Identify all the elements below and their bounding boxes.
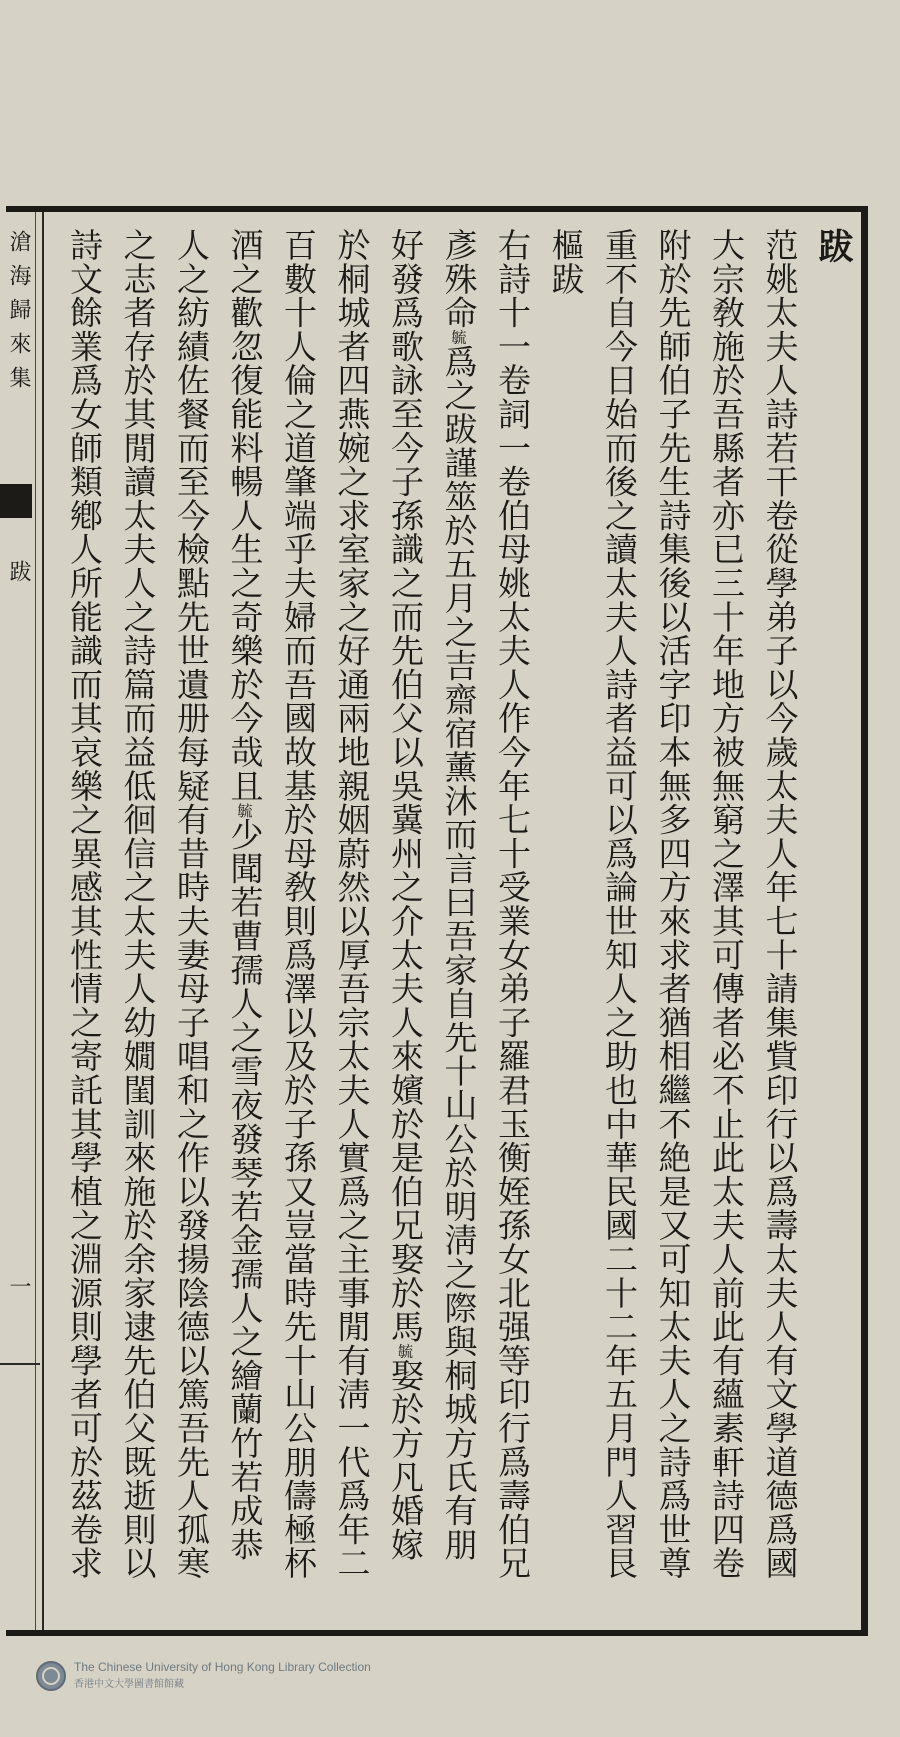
small-character: 毓 bbox=[235, 802, 254, 818]
text-column: 樞跋 bbox=[546, 228, 586, 296]
text-column: 詩文餘業爲女師類鄕人所能識而其哀樂之異感其性情之寄託其學植之淵源則學者可於茲卷求 bbox=[65, 228, 104, 1580]
text-column: 跋 bbox=[813, 228, 854, 264]
small-character: 毓 bbox=[449, 329, 468, 345]
text-column: 附於先師伯子先生詩集後以活字印本無多四方來求者猶相繼不絶是又可知太夫人之詩爲世尊 bbox=[653, 228, 693, 1580]
text-column: 彥殊命毓爲之跋謹筮於五月之吉齋宿薰沐而言曰吾家自先十山公於明淸之際與桐城方氏有朋 bbox=[439, 228, 479, 1562]
gutter-fishtail-mark bbox=[0, 484, 32, 518]
collection-name-zh: 香港中文大學圖書館館藏 bbox=[74, 1679, 184, 1690]
book-title: 滄海歸來集 bbox=[6, 230, 31, 400]
text-column: 之志者存於其閒讀太夫人之詩篇而益低徊信之太夫人幼嫺閨訓來施於余家逮先伯父既逝則以 bbox=[118, 228, 158, 1580]
text-column: 好發爲歌詠至今子孫識之而先伯父以吳冀州之介太夫人來嬪於是伯兄娶於馬毓娶於方凡婚嫁 bbox=[386, 228, 425, 1562]
library-logo-icon bbox=[36, 1661, 66, 1691]
gutter-inner-rule bbox=[35, 212, 36, 1630]
small-character: 毓 bbox=[396, 1343, 414, 1359]
text-column: 酒之歡忽復能料暢人生之奇樂於今哉且毓少聞若曹孺人之雪夜發琴若金孺人之繪蘭竹若成恭 bbox=[225, 228, 265, 1562]
gutter-tick bbox=[0, 1363, 40, 1365]
section-name: 跋 bbox=[6, 560, 31, 594]
text-column: 人之紡績佐餐而至今檢點先世遺册每疑有昔時夫妻母子唱和之作以發揚陰德以篤吾先人孤寒 bbox=[172, 228, 211, 1580]
text-column: 范姚太夫人詩若干卷從學弟子以今歲太夫人年七十請集貲印行以爲壽太夫人有文學道德爲國 bbox=[760, 228, 800, 1580]
text-column: 百數十人倫之道肇端乎夫婦而吾國故基於母敎則爲澤以及於子孫又豈當時先十山公朋儔極杯 bbox=[279, 228, 318, 1580]
library-watermark bbox=[36, 1658, 371, 1694]
text-columns bbox=[48, 228, 860, 1620]
text-column: 重不自今日始而後之讀太夫人詩者益可以爲論世知人之助也中華民國二十二年五月門人習艮 bbox=[600, 228, 639, 1580]
collection-name-en: The Chinese University of Hong Kong Library Collection bbox=[74, 1660, 371, 1674]
text-column: 大宗敎施於吾縣者亦已三十年地方被無窮之澤其可傳者必不止此太夫人前此有蘊素軒詩四卷 bbox=[707, 228, 746, 1580]
gutter-rule bbox=[42, 212, 44, 1630]
text-column: 於桐城者四燕婉之求室家之好通兩地親姻蔚然以厚吾宗太夫人實爲之主事閒有淸一代爲年二 bbox=[332, 228, 372, 1580]
text-column: 右詩十一卷詞一卷伯母姚太夫人作今年七十受業女弟子羅君玉衡姪孫女北强等印行爲壽伯兄 bbox=[493, 228, 532, 1580]
page-number: 一 bbox=[6, 1275, 31, 1309]
